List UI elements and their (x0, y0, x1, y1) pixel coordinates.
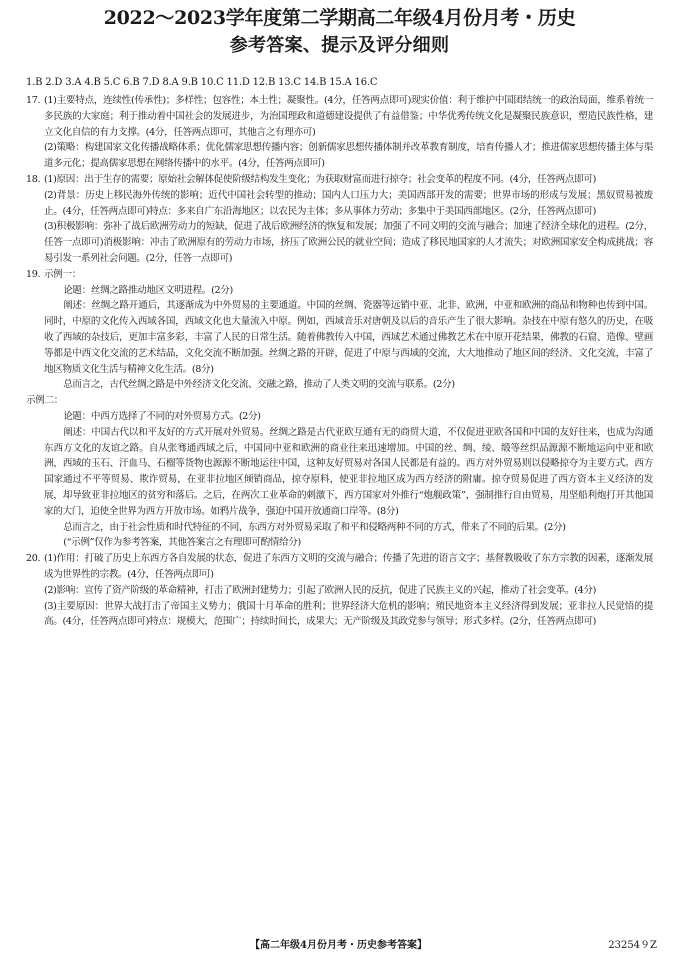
example-label: 示例二： (26, 395, 63, 407)
example-note: (“示例”仅作为参考答案，其他答案言之有理即可酌情给分) (63, 537, 301, 549)
example-thesis: 论题：丝绸之路推动地区文明进程。(2分) (63, 284, 233, 296)
answer-paragraph: (1)原因：出于生存的需要；原始社会解体促使阶级结构发生变化；为获取财富而进行掠夺；社会变革的程度不同。(4分，任答两点即可) (44, 173, 596, 185)
example-label: 示例一： (44, 268, 81, 280)
question-body (44, 551, 653, 630)
question-17 (26, 93, 653, 172)
answer-paragraph: (1)主要特点，连续性(传承性)；多样性；包容性；本土性；凝聚性。(4分，任答两点即可)现实价值：利于维护中国团结统一的政治局面，维系着统一多民族的大家庭；利于推动着中国社会的发展进步，为治国理政和道德建设提供了有益借鉴；中华优秀传统文化是凝聚民族意识，塑造民族性格，建立文化自信的有力支撑。(4分，任答两点即可，其他言之有理亦可) (44, 95, 653, 138)
question-number: 17. (26, 95, 41, 106)
question-18 (26, 172, 653, 267)
question-body (44, 93, 653, 172)
choice-answers-line: 1.B 2.D 3.A 4.B 5.C 6.B 7.D 8.A 9.B 10.C 11.D 12.B 13.C 14.B 15.A 16.C (26, 77, 378, 88)
footer-label: 【高二年级4月份月考・历史参考答案】 (250, 940, 427, 951)
example-summary: 总而言之，古代丝绸之路是中外经济文化交流、交融之路，推动了人类文明的交流与联系。(2分) (63, 379, 455, 391)
question-body (44, 172, 653, 267)
question-19 (26, 267, 653, 393)
page-title: 2022～2023学年度第二学期高二年级4月份月考・历史 (103, 7, 576, 29)
answer-paragraph: (2)影响：宣传了资产阶级的革命精神，打击了欧洲封建势力；引起了欧洲人民的反抗，促进了民族主义的兴起，推动了社会变革。(4分) (44, 584, 596, 596)
example-summary: 总而言之，由于社会性质和时代特征的不同，东西方对外贸易采取了和平和侵略两种不同的方式，带来了不同的后果。(2分) (63, 521, 566, 533)
question-20 (26, 551, 653, 630)
question-19-example-2 (26, 409, 653, 551)
answer-paragraph: (3)主要原因：世界大战打击了帝国主义势力；俄国十月革命的胜利；世界经济大危机的影响；殖民地资本主义经济得到发展；亚非拉人民觉悟的提高。(4分，任答两点即可)特点：规模大，范围广；持续时间长，成果大；无产阶级及其政党参与领导；形式多样。(2分，任答两点即可) (44, 600, 653, 628)
question-body (44, 409, 653, 551)
example-thesis: 论题：中西方选择了不同的对外贸易方式。(2分) (63, 410, 261, 422)
page-footer (0, 939, 677, 953)
answer-paragraph: (3)积极影响：弥补了战后欧洲劳动力的短缺，促进了战后欧洲经济的恢复和发展；加强了不同文明的交流与融合；加速了经济全球化的进程。(2分，任答一点即可)消极影响：冲击了欧洲原有的劳动力市场，挤压了欧洲公民的就业空间；造成了移民地国家的人才流失；对欧洲国家安全构成挑战；容易引发一系列社会问题。(2分，任答一点即可) (44, 221, 653, 264)
answer-content (26, 93, 653, 630)
question-number: 19. (26, 268, 41, 280)
question-number: 18. (26, 173, 41, 185)
example-body: 阐述：中国古代以和平友好的方式开展对外贸易。丝绸之路是古代亚欧互通有无的商贸大道，不仅促进亚欧各国和中国的友好往来，也成为沟通东西方文化的友谊之路。自从张骞通西域之后，中国同中亚和欧洲的商业往来迅速增加。中国的丝、绸、绫、缎等丝织品源源不断地运向中亚和欧洲，西域的玉石、汗血马、石榴等货物也源源不断地运往中国，这种友好贸易对各国人民都是有益的。西方对外贸易则以侵略掠夺为主要方式。西方国家通过不平等贸易、欺诈贸易，在亚非拉地区倾销商品，掠夺原料，使亚非拉地区成为西方经济的附庸。掠夺贸易促进了西方资本主义经济的发展，却导致亚非拉地区的贫穷和落后。之后，在两次工业革命的刺激下，西方国家对外推行“炮舰政策”，强制推行自由贸易，用坚船利炮打开其他国家的大门，迫使全世界为西方开放市场。如鸦片战争，强迫中国开放通商口岸等。(8分) (44, 426, 653, 517)
answer-paragraph: (2)策略：构建国家文化传播战略体系；优化儒家思想传播内容；创新儒家思想传播体制并改革教育制度，培育传播人才；推进儒家思想传播主体与渠道多元化；提高儒家思想在网络传播中的水平。(4分，任答两点即可) (44, 142, 653, 170)
answer-paragraph: (2)背景：历史上移民海外传统的影响；近代中国社会转型的推动；国内人口压力大；美国西部开发的需要；世界市场的形成与发展；黑奴贸易被废止。(4分，任答两点即可)特点：多来自广东沿海地区；以农民为主体；多从事体力劳动；多集中于美国西部地区。(2分，任答两点即可) (44, 189, 653, 217)
example-body: 阐述：丝绸之路开通后，其逐渐成为中外贸易的主要通道。中国的丝绸、瓷器等远销中亚、北非、欧洲，中亚和欧洲的商品和物种也传到中国。同时，中原的文化传入西域各国，西域文化也大量流入中原。例如，西域音乐对唐朝及以后的音乐产生了很大影响。杂技在中原有悠久的历史，在吸收了西域的杂技后，更加丰富多彩，丰富了人民的日常生活。随着佛教传入中国，西域艺术通过佛教艺术在中原开花结果，佛教的石窟、造像、壁画等都是中西文化交流的艺术结晶，文化交流不断加强。丝绸之路的开辟，促进了中原与西域的交流，大大地推动了地区间的经济、文化交流，丰富了地区物质文化生活与精神文化生活。(8分) (44, 300, 653, 375)
footer-code: 23254９Z (608, 940, 657, 951)
answer-paragraph: (1)作用：打破了历史上东西方各自发展的状态，促进了东西方文明的交流与融合；传播了先进的语言文字；基督教吸收了东方宗教的因素，逐渐发展成为世界性的宗教。(4分，任答两点即可) (44, 553, 653, 580)
question-number: 20. (26, 553, 41, 565)
question-body (44, 267, 653, 393)
page-subtitle: 参考答案、提示及评分细则 (229, 35, 450, 56)
